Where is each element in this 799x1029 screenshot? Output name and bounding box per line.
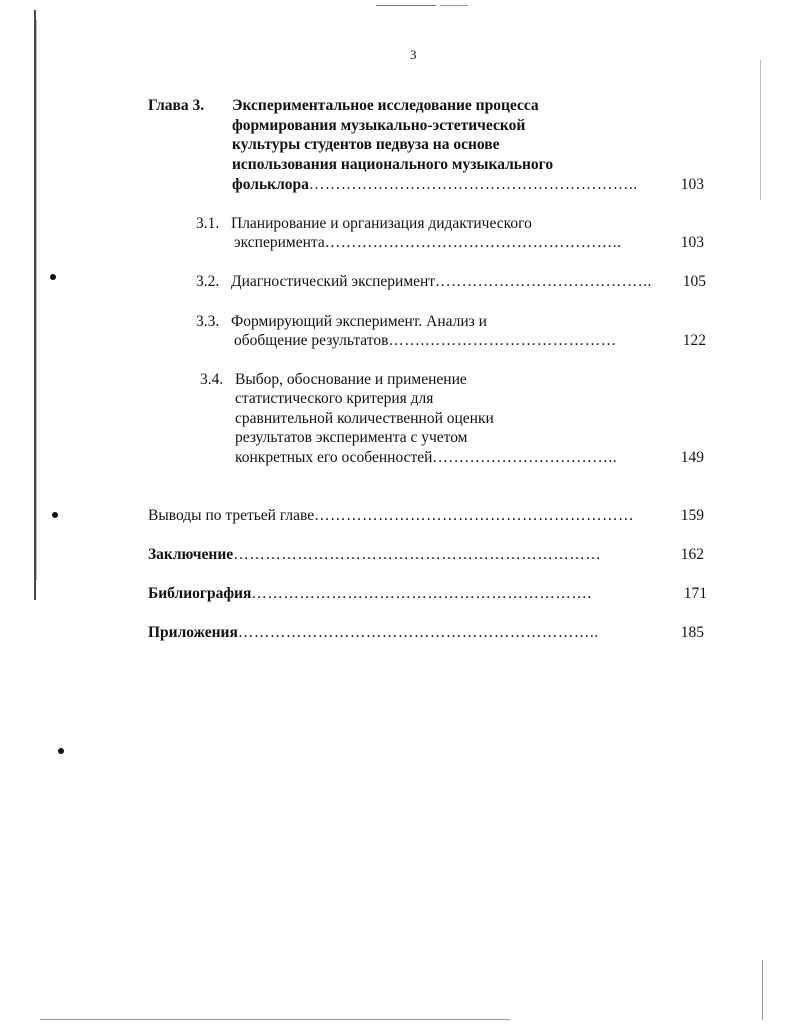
hole-punch-mark bbox=[50, 274, 56, 280]
scan-edge-line bbox=[36, 20, 37, 580]
scan-top-line bbox=[440, 5, 468, 6]
section-title-line: результатов эксперимента с учетом bbox=[235, 429, 468, 446]
chapter-label: Глава 3. bbox=[148, 97, 205, 114]
toc-entry: Выводы по третьей главе…………………………………………………… bbox=[148, 507, 635, 524]
section-number: 3.3. bbox=[196, 313, 220, 330]
section-title-line: статистического критерия для bbox=[235, 390, 434, 407]
scan-right-mark bbox=[760, 60, 761, 200]
scan-bottom-line bbox=[40, 1019, 510, 1020]
chapter-title-line: Экспериментальное исследование процесса bbox=[232, 97, 539, 114]
toc-entry-page: 159 bbox=[680, 507, 704, 524]
toc-entry-page: 171 bbox=[683, 585, 707, 602]
section-title-line: Формирующий эксперимент. Анализ и bbox=[231, 313, 487, 330]
chapter-title-line: использования национального музыкального bbox=[232, 156, 554, 173]
toc-entry: Заключение…………………………………………………………… bbox=[148, 546, 602, 563]
section-last-line: эксперимента……………………………………………….. bbox=[234, 234, 622, 251]
section-last-line: обобщение результатов…….……………………………… bbox=[234, 332, 617, 349]
section-page: 149 bbox=[680, 449, 704, 466]
toc-entry-page: 162 bbox=[680, 546, 704, 563]
section-page: 122 bbox=[682, 332, 706, 349]
section-last-line: Диагностический эксперимент………………………………….. bbox=[231, 273, 652, 290]
chapter-last-line: фольклора…………………………………………………….. bbox=[232, 176, 638, 193]
hole-punch-mark bbox=[52, 512, 58, 518]
toc-entry: Приложения………………………………………………………….. bbox=[148, 624, 599, 641]
section-last-line: конкретных его особенностей…………………………….. bbox=[235, 449, 618, 466]
section-number: 3.2. bbox=[196, 273, 220, 290]
toc-entry-page: 185 bbox=[680, 624, 704, 641]
toc-entry: Библиография………………………………………………………. bbox=[148, 585, 592, 602]
section-page: 105 bbox=[682, 273, 706, 290]
section-number: 3.1. bbox=[196, 215, 220, 232]
section-title-line: Выбор, обоснование и применение bbox=[235, 371, 467, 388]
chapter-title-line: формирования музыкально-эстетической bbox=[232, 117, 526, 134]
scan-right-mark bbox=[762, 960, 763, 1020]
page-number: 3 bbox=[410, 47, 417, 62]
section-number: 3.4. bbox=[200, 371, 224, 388]
section-page: 103 bbox=[680, 234, 704, 251]
chapter-title-line: культуры студентов педвуза на основе bbox=[232, 136, 500, 153]
hole-punch-mark bbox=[58, 748, 64, 754]
scan-top-line bbox=[376, 5, 436, 6]
section-title-line: Планирование и организация дидактического bbox=[231, 215, 532, 232]
chapter-page: 103 bbox=[680, 176, 704, 193]
section-title-line: сравнительной количественной оценки bbox=[235, 410, 494, 427]
